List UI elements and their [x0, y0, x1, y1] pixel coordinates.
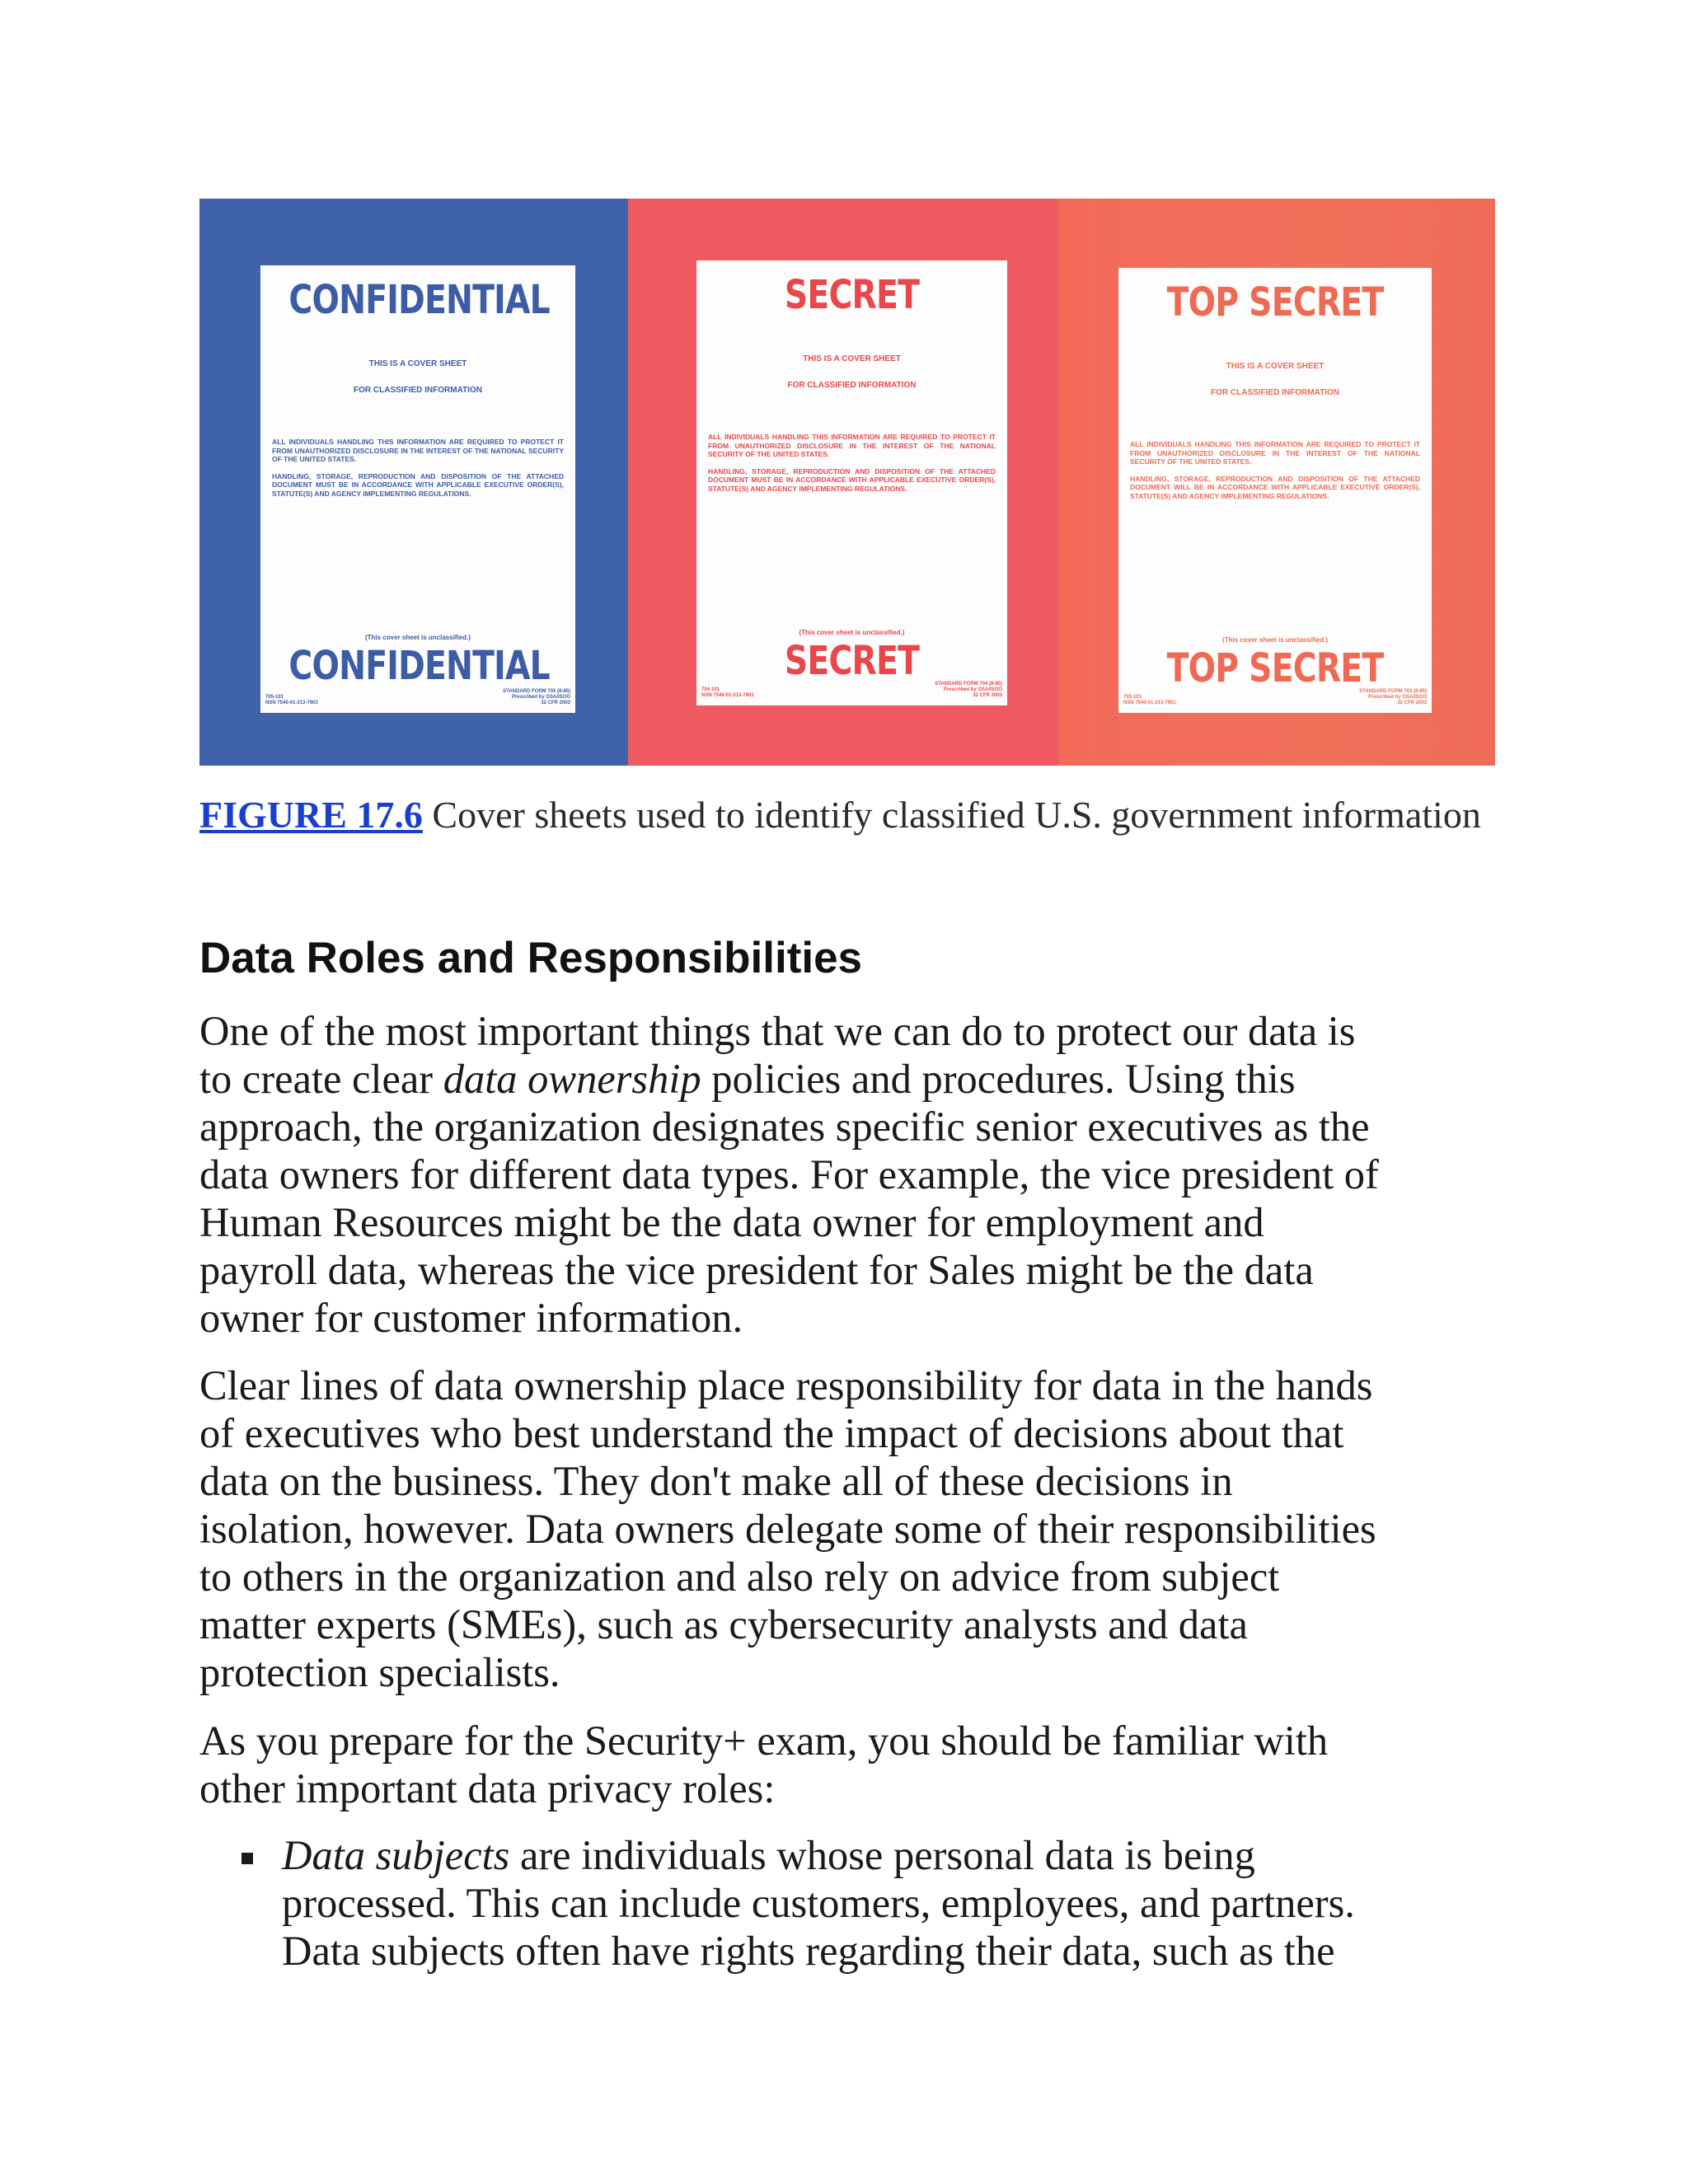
sheet-handling-paragraph: HANDLING, STORAGE, REPRODUCTION AND DISPOSITION OF THE ATTACHED DOCUMENT MUST BE IN ACCORDANCE WITH APPLICABLE EXECUTIVE ORDER(S), STATUTE(S) AND AGENCY IMPLEMENTING REGULATIONS. — [272, 471, 564, 498]
paragraph-line: As you prepare for the Security+ exam, you should be familiar with — [199, 1718, 1329, 1764]
paragraph-line — [199, 1055, 1518, 1103]
paragraph-data-ownership — [199, 1007, 1518, 1342]
classification-cover-sheets-figure — [199, 199, 1495, 766]
paragraph-text: policies and procedures. Using this — [701, 1056, 1296, 1102]
figure-caption — [199, 791, 1495, 839]
sheet-protect-paragraph: ALL INDIVIDUALS HANDLING THIS INFORMATION ARE REQUIRED TO PROTECT IT FROM UNAUTHORIZED DISCLOSURE IN THE INTEREST OF THE NATIONAL SECURITY OF THE UNITED STATES. — [272, 438, 564, 463]
sheet-handling-paragraph: HANDLING, STORAGE, REPRODUCTION AND DISPOSITION OF THE ATTACHED DOCUMENT WILL BE IN ACCORDANCE WITH APPLICABLE EXECUTIVE ORDER(S), STATUTE(S) AND AGENCY IMPLEMENTING REGULATIONS. — [1130, 474, 1420, 500]
paragraph-line: owner for customer information. — [199, 1295, 743, 1341]
confidential-cover-sheet — [260, 265, 575, 713]
paragraph-line: of executives who best understand the impact of decisions about that — [199, 1410, 1344, 1456]
sheet-cover-line: THIS IS A COVER SHEET — [1226, 362, 1325, 371]
paragraph-line: payroll data, whereas the vice president for Sales might be the data — [199, 1247, 1314, 1293]
sheet-bottom-title: SECRET — [784, 638, 920, 684]
square-bullet-icon — [241, 1853, 253, 1864]
paragraph-line: other important data privacy roles: — [199, 1765, 776, 1811]
paragraph-line: Clear lines of data ownership place responsibility for data in the hands — [199, 1362, 1373, 1408]
top-secret-cover-sheet — [1118, 268, 1432, 713]
sheet-unclassified-note: (This cover sheet is unclassified.) — [799, 629, 905, 636]
paragraph-line: matter experts (SMEs), such as cybersecurity analysts and data — [199, 1601, 1248, 1647]
sheet-handling-paragraph: HANDLING, STORAGE, REPRODUCTION AND DISPOSITION OF THE ATTACHED DOCUMENT MUST BE IN ACCORDANCE WITH APPLICABLE EXECUTIVE ORDER(S), STATUTE(S) AND AGENCY IMPLEMENTING REGULATIONS. — [708, 466, 996, 493]
sheet-classified-line: FOR CLASSIFIED INFORMATION — [1211, 388, 1339, 397]
sheet-classified-line: FOR CLASSIFIED INFORMATION — [354, 386, 482, 395]
paragraph-line: to others in the organization and also rely on advice from subject — [199, 1554, 1280, 1600]
list-item — [199, 1831, 1518, 1975]
sheet-unclassified-note: (This cover sheet is unclassified.) — [364, 634, 471, 641]
sheet-cover-line: THIS IS A COVER SHEET — [803, 354, 901, 363]
secret-panel — [628, 199, 1058, 766]
sheet-bottom-title: TOP SECRET — [1166, 645, 1384, 691]
sheet-classified-line: FOR CLASSIFIED INFORMATION — [787, 381, 917, 390]
list-item-line: processed. This can include customers, employees, and partners. — [282, 1880, 1355, 1926]
paragraph-line: isolation, however. Data owners delegate some of their responsibilities — [199, 1506, 1376, 1552]
paragraph-line: approach, the organization designates specific senior executives as the — [199, 1104, 1370, 1150]
sheet-form-number: 703-101 NSN 7540-01-213-7901 — [1123, 695, 1176, 705]
figure-caption-text: Cover sheets used to identify classified U.S. government information — [432, 794, 1481, 836]
figure-link[interactable]: FIGURE 17.6 — [199, 794, 423, 836]
confidential-panel — [199, 199, 628, 766]
list-item-line: Data subjects often have rights regarding their data, such as the — [282, 1928, 1335, 1974]
emphasis-term: Data subjects — [282, 1832, 510, 1878]
sheet-bottom-title: CONFIDENTIAL — [288, 643, 550, 689]
sheet-standard-form: STANDARD FORM 704 (8-85) Prescribed by GSA/ISOO 32 CFR 2003 — [935, 682, 1002, 698]
section-heading: Data Roles and Responsibilities — [199, 934, 863, 982]
paragraph-line: One of the most important things that we can do to protect our data is — [199, 1008, 1356, 1054]
list-item-text: are individuals whose personal data is being — [509, 1832, 1255, 1878]
sheet-top-title: TOP SECRET — [1166, 279, 1384, 326]
sheet-standard-form: STANDARD FORM 705 (8-85) Prescribed by GSA/ISOO 32 CFR 2003 — [503, 689, 570, 705]
sheet-form-number: 704-101 NSN 7540-01-213-7902 — [701, 687, 754, 698]
paragraph-line: data owners for different data types. For example, the vice president of — [199, 1151, 1379, 1197]
paragraph-line: data on the business. They don't make all of these decisions in — [199, 1458, 1233, 1504]
paragraph-line: Human Resources might be the data owner for employment and — [199, 1199, 1264, 1245]
emphasis-term: data ownership — [443, 1056, 701, 1102]
list-item-line — [282, 1831, 1518, 1879]
sheet-top-title: CONFIDENTIAL — [288, 277, 550, 323]
paragraph-text: to create clear — [199, 1056, 443, 1102]
sheet-unclassified-note: (This cover sheet is unclassified.) — [1221, 636, 1329, 644]
sheet-top-title: SECRET — [784, 272, 920, 318]
sheet-protect-paragraph: ALL INDIVIDUALS HANDLING THIS INFORMATION ARE REQUIRED TO PROTECT IT FROM UNAUTHORIZED DISCLOSURE IN THE INTEREST OF THE NATIONAL SECURITY OF THE UNITED STATES. — [1130, 440, 1420, 466]
secret-cover-sheet — [696, 260, 1007, 705]
sheet-cover-line: THIS IS A COVER SHEET — [368, 359, 467, 368]
paragraph-ownership-lines — [199, 1361, 1518, 1696]
sheet-form-number: 705-101 NSN 7540-01-213-7903 — [265, 695, 318, 705]
top-secret-panel — [1058, 199, 1495, 766]
privacy-roles-list — [199, 1831, 1518, 1975]
paragraph-line: protection specialists. — [199, 1649, 560, 1695]
paragraph-privacy-roles — [199, 1717, 1518, 1812]
sheet-standard-form: STANDARD FORM 703 (8-85) Prescribed by GSA/ISOO 32 CFR 2003 — [1359, 689, 1427, 705]
sheet-protect-paragraph: ALL INDIVIDUALS HANDLING THIS INFORMATION ARE REQUIRED TO PROTECT IT FROM UNAUTHORIZED DISCLOSURE IN THE INTEREST OF THE NATIONAL SECURITY OF THE UNITED STATES. — [708, 433, 996, 458]
